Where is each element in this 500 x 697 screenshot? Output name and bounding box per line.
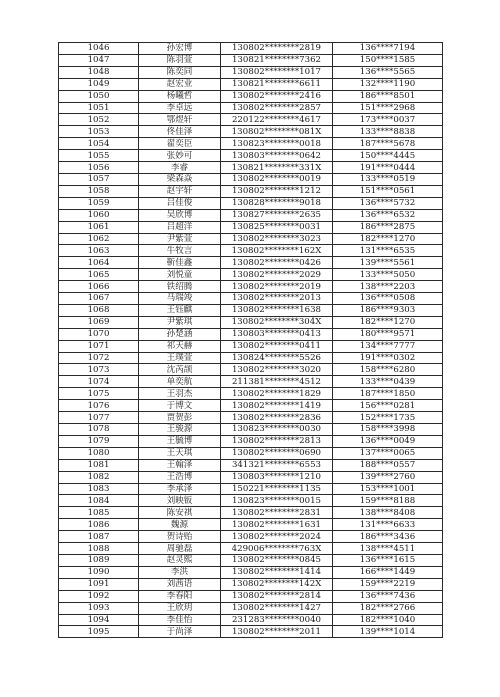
name-cell: 王毓博 [139,435,221,447]
name-cell: 牛牧言 [139,245,221,257]
name-cell: 赵宇轩 [139,185,221,197]
table-row [59,304,443,316]
table-row [59,566,443,578]
phone-cell: 186****2875 [333,221,443,233]
name-cell: 尹紫琪 [139,316,221,328]
table-row [59,269,443,281]
phone-cell: 139****2760 [333,471,443,483]
phone-cell: 136****7194 [333,43,443,55]
phone-cell: 150****4445 [333,150,443,162]
phone-cell: 182****2766 [333,602,443,614]
phone-cell: 159****2219 [333,578,443,590]
table-row [59,138,443,150]
phone-cell: 152****1735 [333,412,443,424]
row-number-cell: 1082 [59,471,139,483]
row-number-cell: 1090 [59,566,139,578]
name-cell: 魏源 [139,519,221,531]
row-number-cell: 1068 [59,304,139,316]
name-cell: 翟奕臣 [139,138,221,150]
row-number-cell: 1072 [59,352,139,364]
table-row [59,257,443,269]
name-cell: 鄂煜轩 [139,114,221,126]
id-number-cell: 130802********1017 [221,66,333,78]
id-number-cell: 130802********0426 [221,257,333,269]
name-cell: 梁森焱 [139,173,221,185]
table-row [59,424,443,436]
id-number-cell: 130803********0642 [221,150,333,162]
name-cell: 祁天赫 [139,340,221,352]
name-cell: 王浩博 [139,471,221,483]
name-cell: 刘映钣 [139,495,221,507]
row-number-cell: 1051 [59,102,139,114]
phone-cell: 137****0065 [333,447,443,459]
row-number-cell: 1055 [59,150,139,162]
id-number-cell: 130802********3023 [221,233,333,245]
name-cell: 李佳怡 [139,614,221,626]
row-number-cell: 1065 [59,269,139,281]
row-number-cell: 1070 [59,328,139,340]
phone-cell: 182****1270 [333,316,443,328]
row-number-cell: 1066 [59,281,139,293]
name-cell: 贾贺彭 [139,412,221,424]
id-number-cell: 130802********0845 [221,554,333,566]
phone-cell: 134****7777 [333,340,443,352]
id-number-cell: 130802********2024 [221,531,333,543]
id-number-cell: 130821********7362 [221,54,333,66]
id-number-cell: 130802********1419 [221,400,333,412]
table-row [59,459,443,471]
id-number-cell: 130825********0031 [221,221,333,233]
row-number-cell: 1060 [59,209,139,221]
phone-cell: 151****0561 [333,185,443,197]
phone-cell: 133****8838 [333,126,443,138]
phone-cell: 136****1615 [333,554,443,566]
phone-cell: 166****1449 [333,566,443,578]
name-cell: 吕超洋 [139,221,221,233]
table-row [59,316,443,328]
id-number-cell: 231283********0040 [221,614,333,626]
name-cell: 佟佳泽 [139,126,221,138]
row-number-cell: 1053 [59,126,139,138]
id-number-cell: 130802********0690 [221,447,333,459]
table-row [59,364,443,376]
table-row [59,388,443,400]
row-number-cell: 1086 [59,519,139,531]
phone-cell: 180****9571 [333,328,443,340]
name-cell: 陈安祺 [139,507,221,519]
table-row [59,66,443,78]
table-row [59,602,443,614]
document-page [58,42,442,638]
phone-cell: 136****6532 [333,209,443,221]
id-number-cell: 130802********2836 [221,412,333,424]
table-row [59,43,443,55]
phone-cell: 136****0049 [333,435,443,447]
name-cell: 王骏源 [139,424,221,436]
name-cell: 马瑞竣 [139,293,221,305]
id-number-cell: 130802********162X [221,245,333,257]
name-cell: 李睿 [139,162,221,174]
id-number-cell: 130802********2029 [221,269,333,281]
table-row [59,162,443,174]
table-row [59,221,443,233]
name-cell: 陈羽萱 [139,54,221,66]
table-row [59,126,443,138]
name-cell: 刘悦童 [139,269,221,281]
row-number-cell: 1046 [59,43,139,55]
table-row [59,376,443,388]
phone-cell: 131****6633 [333,519,443,531]
name-cell: 周驰磊 [139,543,221,555]
table-row [59,412,443,424]
row-number-cell: 1069 [59,316,139,328]
table-row [59,531,443,543]
id-number-cell: 130802********304X [221,316,333,328]
table-row [59,352,443,364]
table-row [59,507,443,519]
id-number-cell: 130821********331X [221,162,333,174]
table-row [59,340,443,352]
table-row [59,90,443,102]
id-number-cell: 130828********9018 [221,197,333,209]
row-number-cell: 1095 [59,626,139,638]
name-cell: 沈芮颉 [139,364,221,376]
row-number-cell: 1077 [59,412,139,424]
row-number-cell: 1057 [59,173,139,185]
id-number-cell: 130823********0030 [221,424,333,436]
table-row [59,543,443,555]
id-number-cell: 130802********2814 [221,590,333,602]
phone-cell: 131****6535 [333,245,443,257]
name-cell: 尹紫萱 [139,233,221,245]
name-cell: 孙楚涵 [139,328,221,340]
name-cell: 王翰泽 [139,459,221,471]
id-number-cell: 130823********0015 [221,495,333,507]
name-cell: 杨曦哲 [139,90,221,102]
row-number-cell: 1050 [59,90,139,102]
row-number-cell: 1071 [59,340,139,352]
table-row [59,293,443,305]
id-number-cell: 130802********2011 [221,626,333,638]
table-row [59,102,443,114]
phone-cell: 139****1014 [333,626,443,638]
phone-cell: 138****2203 [333,281,443,293]
phone-cell: 186****9303 [333,304,443,316]
row-number-cell: 1092 [59,590,139,602]
phone-cell: 136****7436 [333,590,443,602]
table-row [59,54,443,66]
name-cell: 铁绍腾 [139,281,221,293]
table-row [59,400,443,412]
name-cell: 于尚泽 [139,626,221,638]
name-cell: 张妙可 [139,150,221,162]
id-number-cell: 130802********1427 [221,602,333,614]
row-number-cell: 1049 [59,78,139,90]
row-number-cell: 1088 [59,543,139,555]
table-row [59,447,443,459]
name-cell: 贺诗贻 [139,531,221,543]
phone-cell: 139****5561 [333,257,443,269]
phone-cell: 158****3998 [333,424,443,436]
name-cell: 单奕航 [139,376,221,388]
row-number-cell: 1089 [59,554,139,566]
id-number-cell: 220122********4617 [221,114,333,126]
table-row [59,150,443,162]
phone-cell: 136****5732 [333,197,443,209]
phone-cell: 133****5050 [333,269,443,281]
name-cell: 刘茜语 [139,578,221,590]
phone-cell: 138****4511 [333,543,443,555]
phone-cell: 136****5565 [333,66,443,78]
row-number-cell: 1085 [59,507,139,519]
id-number-cell: 130802********2831 [221,507,333,519]
roster-table-body [59,43,443,638]
id-number-cell: 130821********6611 [221,78,333,90]
phone-cell: 133****0519 [333,173,443,185]
name-cell: 李承泽 [139,483,221,495]
name-cell: 王欣玥 [139,602,221,614]
table-row [59,519,443,531]
row-number-cell: 1078 [59,424,139,436]
name-cell: 吕佳俊 [139,197,221,209]
id-number-cell: 130802********2013 [221,293,333,305]
table-row [59,590,443,602]
id-number-cell: 130802********0019 [221,173,333,185]
phone-cell: 188****0557 [333,459,443,471]
row-number-cell: 1084 [59,495,139,507]
table-row [59,614,443,626]
phone-cell: 173****0037 [333,114,443,126]
id-number-cell: 130802********081X [221,126,333,138]
table-row [59,185,443,197]
row-number-cell: 1061 [59,221,139,233]
table-row [59,626,443,638]
id-number-cell: 130802********2819 [221,43,333,55]
phone-cell: 186****8501 [333,90,443,102]
table-row [59,209,443,221]
name-cell: 吴欣博 [139,209,221,221]
name-cell: 靳佳鑫 [139,257,221,269]
table-row [59,245,443,257]
name-cell: 王天琪 [139,447,221,459]
table-row [59,114,443,126]
id-number-cell: 130802********1631 [221,519,333,531]
row-number-cell: 1081 [59,459,139,471]
table-row [59,471,443,483]
row-number-cell: 1091 [59,578,139,590]
table-row [59,233,443,245]
name-cell: 王璞萱 [139,352,221,364]
name-cell: 赵宏业 [139,78,221,90]
name-cell: 王钰麒 [139,304,221,316]
phone-cell: 132****1190 [333,78,443,90]
phone-cell: 182****1270 [333,233,443,245]
row-number-cell: 1079 [59,435,139,447]
row-number-cell: 1080 [59,447,139,459]
id-number-cell: 130802********142X [221,578,333,590]
id-number-cell: 130802********0411 [221,340,333,352]
phone-cell: 158****6280 [333,364,443,376]
id-number-cell: 130827********2635 [221,209,333,221]
row-number-cell: 1058 [59,185,139,197]
id-number-cell: 150221********1135 [221,483,333,495]
id-number-cell: 130802********2416 [221,90,333,102]
name-cell: 李洪 [139,566,221,578]
row-number-cell: 1083 [59,483,139,495]
id-number-cell: 130802********2019 [221,281,333,293]
id-number-cell: 130802********2813 [221,435,333,447]
table-row [59,554,443,566]
id-number-cell: 130802********2857 [221,102,333,114]
table-row [59,78,443,90]
table-row [59,328,443,340]
phone-cell: 150****1585 [333,54,443,66]
table-row [59,495,443,507]
id-number-cell: 130802********1638 [221,304,333,316]
row-number-cell: 1063 [59,245,139,257]
phone-cell: 187****1850 [333,388,443,400]
phone-cell: 191****0302 [333,352,443,364]
roster-table [58,42,443,638]
phone-cell: 151****2968 [333,102,443,114]
name-cell: 王羽杰 [139,388,221,400]
id-number-cell: 341321********6553 [221,459,333,471]
id-number-cell: 130802********1414 [221,566,333,578]
name-cell: 于博文 [139,400,221,412]
row-number-cell: 1073 [59,364,139,376]
row-number-cell: 1062 [59,233,139,245]
id-number-cell: 130824********5526 [221,352,333,364]
row-number-cell: 1054 [59,138,139,150]
id-number-cell: 130802********3020 [221,364,333,376]
row-number-cell: 1074 [59,376,139,388]
table-row [59,578,443,590]
phone-cell: 136****0508 [333,293,443,305]
phone-cell: 153****1001 [333,483,443,495]
name-cell: 李春阳 [139,590,221,602]
phone-cell: 191****0444 [333,162,443,174]
phone-cell: 187****5678 [333,138,443,150]
id-number-cell: 130823********0018 [221,138,333,150]
phone-cell: 159****8188 [333,495,443,507]
phone-cell: 186****3436 [333,531,443,543]
row-number-cell: 1094 [59,614,139,626]
row-number-cell: 1047 [59,54,139,66]
id-number-cell: 130802********1829 [221,388,333,400]
table-row [59,483,443,495]
id-number-cell: 130803********1210 [221,471,333,483]
id-number-cell: 130802********1212 [221,185,333,197]
id-number-cell: 211381********4512 [221,376,333,388]
table-row [59,281,443,293]
phone-cell: 156****0281 [333,400,443,412]
row-number-cell: 1093 [59,602,139,614]
row-number-cell: 1059 [59,197,139,209]
name-cell: 陈奕同 [139,66,221,78]
row-number-cell: 1087 [59,531,139,543]
name-cell: 李卓远 [139,102,221,114]
row-number-cell: 1052 [59,114,139,126]
row-number-cell: 1048 [59,66,139,78]
row-number-cell: 1056 [59,162,139,174]
phone-cell: 182****1040 [333,614,443,626]
id-number-cell: 130803********0413 [221,328,333,340]
row-number-cell: 1076 [59,400,139,412]
row-number-cell: 1067 [59,293,139,305]
row-number-cell: 1075 [59,388,139,400]
name-cell: 赵灵熙 [139,554,221,566]
table-row [59,197,443,209]
id-number-cell: 429006********763X [221,543,333,555]
name-cell: 孙宏博 [139,43,221,55]
table-row [59,173,443,185]
row-number-cell: 1064 [59,257,139,269]
phone-cell: 138****8408 [333,507,443,519]
table-row [59,435,443,447]
phone-cell: 133****0439 [333,376,443,388]
